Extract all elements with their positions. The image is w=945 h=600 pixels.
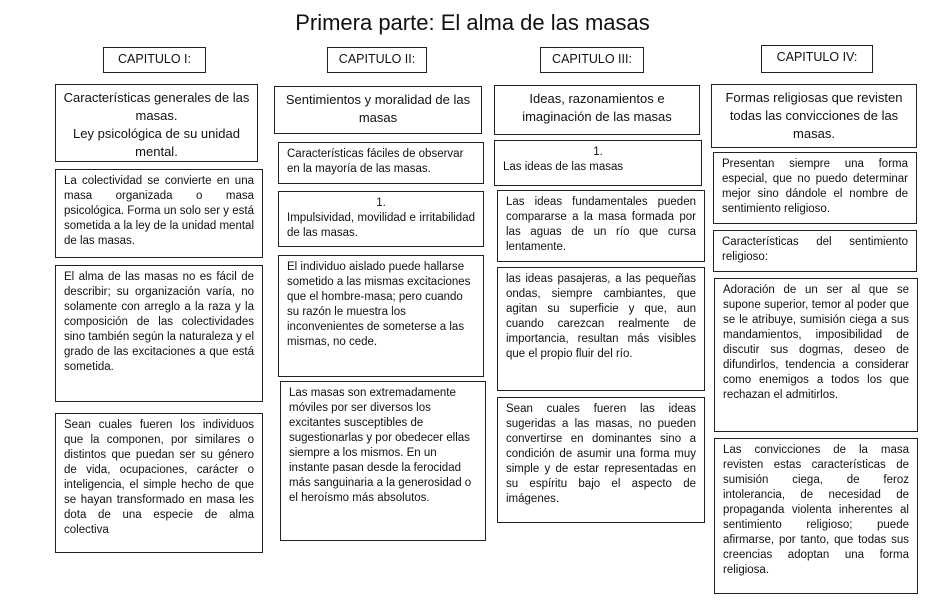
chapter-2-box-2-number: 1. bbox=[376, 197, 386, 209]
chapter-1-box-2: El alma de las masas no es fácil de describir; su organización varía, no solamente con arreglo a la raza y la composición de las colectividades sino también según la naturaleza y el grado de las excitaciones a que está sometida. bbox=[55, 265, 263, 402]
chapter-4-box-2: Características del sentimiento religioso: bbox=[713, 230, 917, 272]
chapter-1-label: CAPITULO I: bbox=[103, 47, 206, 73]
chapter-4-heading: Formas religiosas que revisten todas las convicciones de las masas. bbox=[711, 84, 917, 148]
chapter-1-box-3: Sean cuales fueren los individuos que la componen, por similares o distintos que puedan ser su género de vida, ocupaciones, carácter o inteligencia, el simple hecho de que se hayan transformado en masa les dota de una especie de alma colectiva bbox=[55, 413, 263, 553]
chapter-3-label: CAPITULO III: bbox=[540, 47, 644, 73]
chapter-3-box-2: Las ideas fundamentales pueden compararse a la masa formada por las aguas de un río que cursa lentamente. bbox=[497, 190, 705, 262]
chapter-2-heading: Sentimientos y moralidad de las masas bbox=[274, 86, 482, 134]
chapter-4-label: CAPITULO IV: bbox=[761, 45, 873, 73]
chapter-2-box-3: El individuo aislado puede hallarse sometido a las mismas excitaciones que el hombre-masa; pero cuando su razón le muestra los inconvenientes de someterse a las mismas, no cede. bbox=[278, 255, 484, 377]
chapter-2-box-2-text: Impulsividad, movilidad e irritabilidad de las masas. bbox=[287, 212, 475, 239]
chapter-1-box-1: La colectividad se convierte en una masa organizada o masa psicológica. Forma un solo ser y está sometida a la ley de la unidad mental de las masas. bbox=[55, 169, 263, 258]
chapter-3-box-1 bbox=[494, 140, 702, 186]
chapter-2-box-1: Características fáciles de observar en la mayoría de las masas. bbox=[278, 142, 484, 184]
chapter-2-box-4: Las masas son extremadamente móviles por ser diversos los excitantes susceptibles de sugestionarlas y por obedecer ellas siempre a los mismos. En un instante pasan desde la ferocidad más sanguinaria a la generosidad o el heroísmo más absolutos. bbox=[280, 381, 486, 541]
chapter-3-box-3: las ideas pasajeras, a las pequeñas ondas, siempre cambiantes, que agitan su superficie y que, aun cuando carezcan realmente de importancia, resultan más visibles que el propio fluir del río. bbox=[497, 267, 705, 391]
chapter-3-box-1-text: Las ideas de las masas bbox=[503, 161, 624, 173]
chapter-2-box-2 bbox=[278, 191, 484, 247]
chapter-4-box-3: Adoración de un ser al que se supone superior, temor al poder que se le atribuye, sumisión ciega a sus mandamientos, imposibilidad de discutir sus dogmas, deseo de difundirlos, tendencia a considerar como enemigos a todos los que rechazan el admitirlos. bbox=[714, 278, 918, 432]
chapter-4-box-1: Presentan siempre una forma especial, que no puedo determinar mejor sino dándole el nombre de sentimiento religioso. bbox=[713, 152, 917, 224]
chapter-3-heading: Ideas, razonamientos e imaginación de las masas bbox=[494, 85, 700, 135]
page-title: Primera parte: El alma de las masas bbox=[295, 10, 650, 35]
chapter-3-box-4: Sean cuales fueren las ideas sugeridas a las masas, no pueden convertirse en dominantes sino a condición de asumir una forma muy simple y de estar representadas en su espíritu bajo el aspecto de imágenes. bbox=[497, 397, 705, 523]
chapter-4-box-4: Las convicciones de la masa revisten estas características de sumisión ciega, de feroz intolerancia, de necesidad de propaganda violenta inherentes al sentimiento religioso; puede afirmarse, por tanto, que todas sus creencias adoptan una forma religiosa. bbox=[714, 438, 918, 594]
chapter-1-heading: Características generales de las masas. Ley psicológica de su unidad mental. bbox=[55, 84, 258, 162]
chapter-3-box-1-number: 1. bbox=[593, 146, 603, 158]
chapter-2-label: CAPITULO II: bbox=[327, 47, 427, 73]
